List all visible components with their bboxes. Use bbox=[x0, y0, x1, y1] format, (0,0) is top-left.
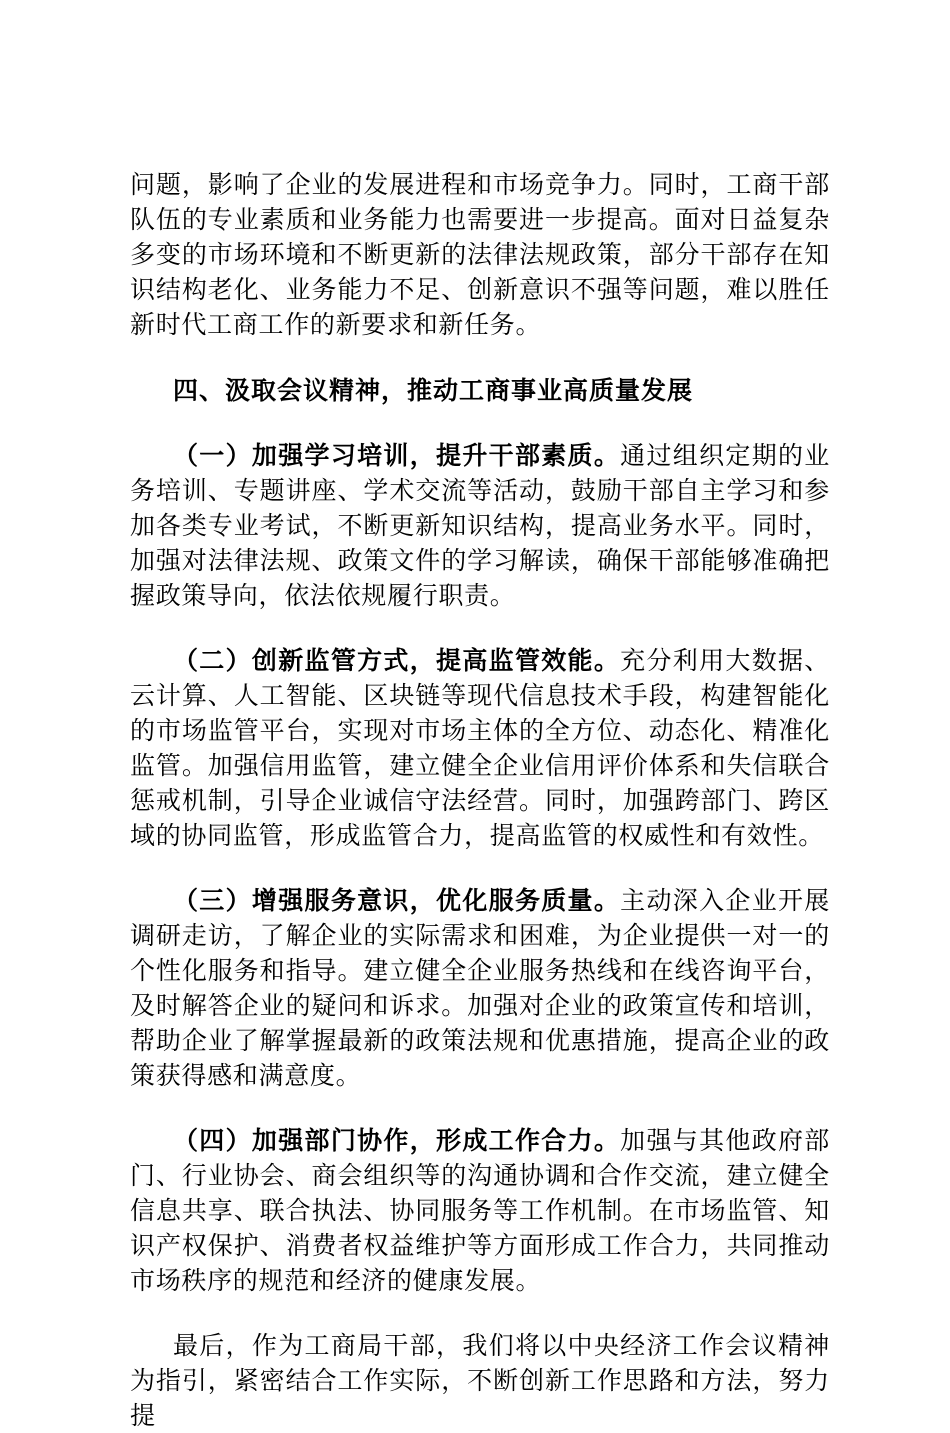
item-body-4: 加强与其他政府部门、行业协会、商会组织等的沟通协调和合作交流，建立健全信息共享、联合执法、协同服务等工作机制。在市场监管、知识产权保护、消费者权益维护等方面形成工作合力，共同推动市场秩序的规范和经济的健康发展。 bbox=[130, 1126, 830, 1295]
item-body-1: 通过组织定期的业务培训、专题讲座、学术交流等活动，鼓励干部自主学习和参加各类专业考试，不断更新知识结构，提高业务水平。同时，加强对法律法规、政策文件的学习解读，确保干部能够准确把握政策导向，依法依规履行职责。 bbox=[130, 441, 830, 610]
item-lead-4: （四）加强部门协作，形成工作合力。 bbox=[173, 1126, 621, 1155]
intro-paragraph: 问题，影响了企业的发展进程和市场竞争力。同时，工商干部队伍的专业素质和业务能力也需要进一步提高。面对日益复杂多变的市场环境和不断更新的法律法规政策，部分干部存在知识结构老化、业务能力不足、创新意识不强等问题，难以胜任新时代工商工作的新要求和新任务。 bbox=[130, 170, 830, 339]
item-lead-3: （三）增强服务意识，优化服务质量。 bbox=[173, 886, 621, 915]
item-lead-1: （一）加强学习培训，提升干部素质。 bbox=[173, 441, 621, 470]
item-paragraph-4 bbox=[130, 1123, 830, 1298]
item-body-2: 充分利用大数据、云计算、人工智能、区块链等现代信息技术手段，构建智能化的市场监管平台，实现对市场主体的全方位、动态化、精准化监管。加强信用监管，建立健全企业信用评价体系和失信联合惩戒机制，引导企业诚信守法经营。同时，加强跨部门、跨区域的协同监管，形成监管合力，提高监管的权威性和有效性。 bbox=[130, 646, 830, 850]
item-body-3: 主动深入企业开展调研走访，了解企业的实际需求和困难，为企业提供一对一的个性化服务和指导。建立健全企业服务热线和在线咨询平台，及时解答企业的疑问和诉求。加强对企业的政策宣传和培训，帮助企业了解掌握最新的政策法规和优惠措施，提高企业的政策获得感和满意度。 bbox=[130, 886, 830, 1090]
section-heading: 四、汲取会议精神，推动工商事业高质量发展 bbox=[173, 376, 694, 405]
closing-paragraph: 最后，作为工商局干部，我们将以中央经济工作会议精神为指引，紧密结合工作实际，不断创新工作思路和方法，努力提 bbox=[130, 1331, 830, 1430]
item-paragraph-3 bbox=[130, 883, 830, 1093]
item-paragraph-1 bbox=[130, 438, 830, 613]
item-lead-2: （二）创新监管方式，提高监管效能。 bbox=[173, 646, 621, 675]
document-body bbox=[130, 167, 830, 1433]
item-paragraph-2 bbox=[130, 643, 830, 853]
